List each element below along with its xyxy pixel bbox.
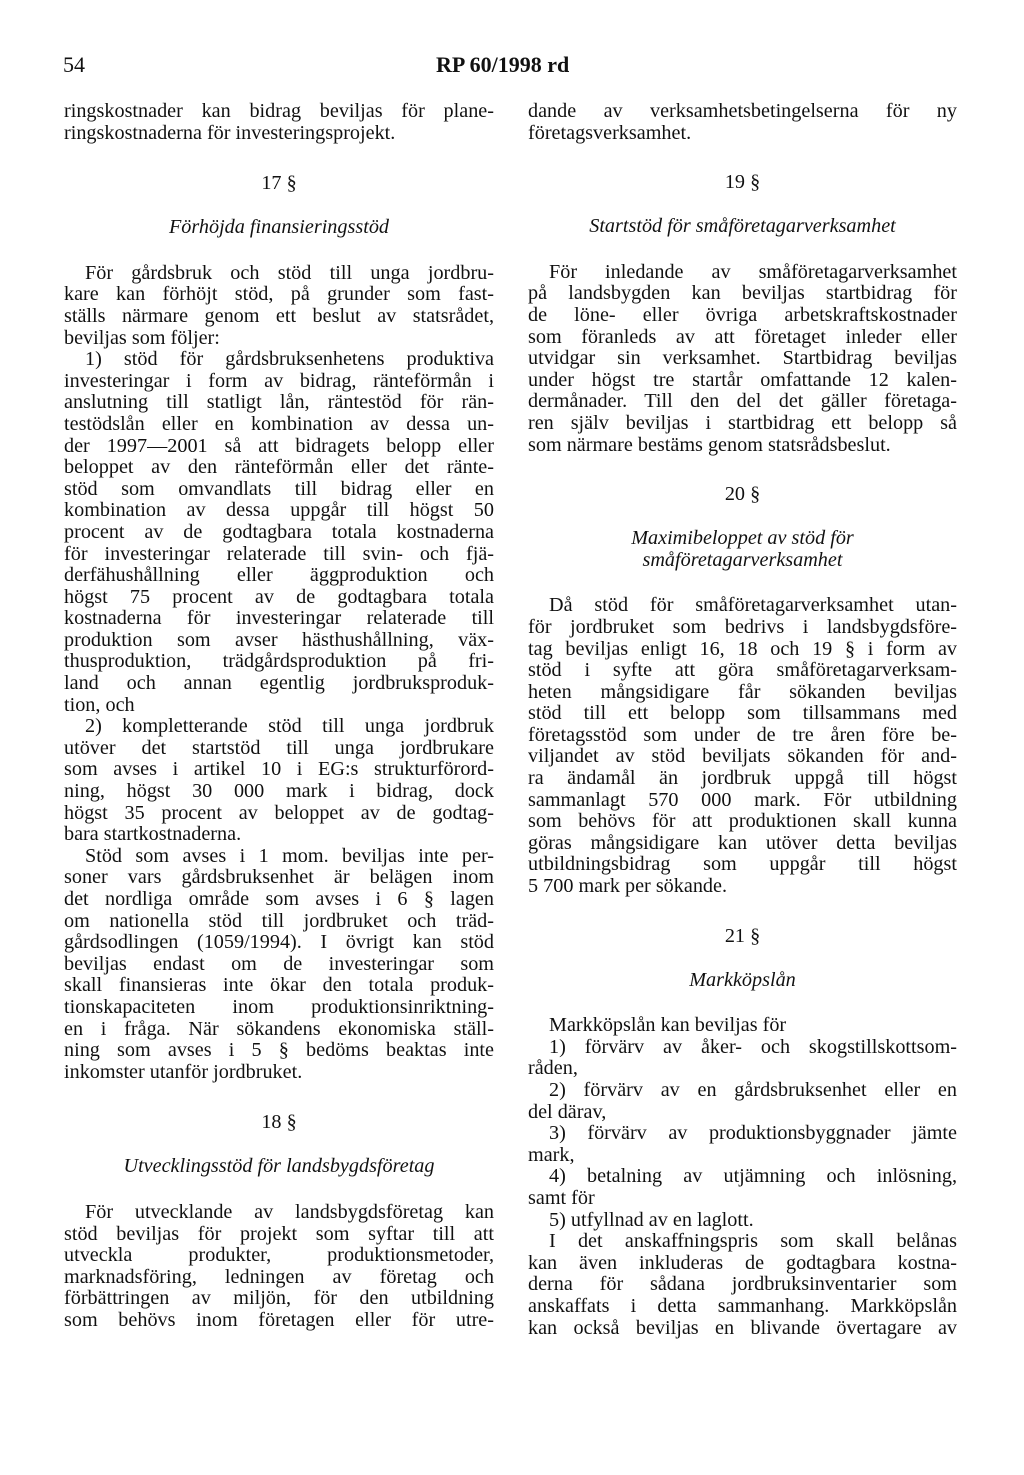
text-line: kare kan förhöjt stöd, på grunder som fast- — [64, 283, 494, 306]
text-line: förbättringen av miljön, för den utbildning — [64, 1287, 494, 1310]
text-line: under högst tre startår omfattande 12 kalen- — [528, 368, 957, 391]
text-line: utvidgar sin verksamhet. Startbidrag beviljas — [528, 347, 957, 370]
text-line: som närmare bestäms genom statsrådsbeslut. — [528, 433, 891, 456]
text-line: Markköpslån kan beviljas för — [549, 1014, 787, 1037]
section-20-paragraph-1 — [528, 595, 957, 897]
text-line: beviljas endast om de investeringar som — [64, 952, 494, 975]
section-20-number: 20 § — [724, 483, 761, 506]
text-line: utbildningsbidrag som uppgår till högst — [528, 853, 957, 876]
text-line: 1) förvärv av åker- och skogstillskottsom- — [549, 1035, 957, 1058]
text-line: 1) stöd för gårdsbruksenhetens produktiva — [85, 348, 494, 371]
text-line: stöd till ett belopp som tillsammans med — [528, 702, 957, 725]
section-21-item-2 — [528, 1080, 957, 1123]
right-column — [528, 101, 957, 1339]
text-line: inkomster utanför jordbruket. — [64, 1060, 303, 1083]
text-line: thusproduktion, trädgårdsproduktion på fri- — [64, 650, 494, 673]
text-line: det nordliga område som avses i 6 § lagen — [64, 888, 494, 910]
text-line: heten mångsidigare får sökanden beviljas — [528, 680, 957, 703]
text-line: kombination av dessa uppgår till högst 50 — [64, 499, 494, 522]
text-line: för investeringar relaterade till svin- och fjä- — [64, 542, 494, 565]
left-column — [64, 101, 494, 1332]
text-line: soner vars gårdsbruksenhet är belägen inom — [64, 866, 494, 889]
text-line: företagsverksamhet. — [528, 121, 692, 144]
text-line: viljandet av stöd beviljats sökanden för and- — [528, 745, 957, 768]
intro-paragraph — [528, 101, 957, 144]
intro-paragraph — [64, 101, 494, 144]
section-18-number: 18 § — [261, 1111, 297, 1134]
section-21-number: 21 § — [724, 924, 761, 947]
text-line: testödslån eller en kombination av dessa un- — [64, 412, 494, 435]
section-19-paragraph-1 — [528, 262, 957, 456]
section-18-title: Utvecklingsstöd för landsbygdsföretag — [123, 1155, 435, 1178]
text-line: om nationella stöd till jordbruket och träd- — [64, 909, 494, 932]
text-line: som behövs för att produktionen skall kunna — [528, 810, 957, 833]
text-line: på landsbygden kan beviljas startbidrag för — [528, 282, 957, 305]
section-21-title: Markköpslån — [689, 968, 796, 991]
section-19-number: 19 § — [724, 171, 761, 194]
text-line: procent av de godtagbara totala kostnaderna — [64, 520, 494, 543]
text-line: som föranleds av att företaget inleder eller — [528, 325, 957, 348]
text-line: 5) utfyllnad av en laglott. — [549, 1208, 754, 1231]
section-19-title: Startstöd för småföretagarverksamhet — [589, 215, 896, 238]
text-line: mark, — [528, 1143, 575, 1166]
page-number: 54 — [63, 52, 85, 77]
section-17-paragraph-4 — [64, 846, 494, 1084]
section-17-title: Förhöjda finansieringsstöd — [168, 216, 390, 239]
text-line: samt för — [528, 1186, 595, 1209]
section-17-number: 17 § — [261, 172, 297, 195]
text-line: beviljas som följer: — [64, 326, 220, 349]
text-line: 3) förvärv av produktionsbyggnader jämte — [549, 1122, 957, 1145]
section-21-item-5 — [528, 1210, 957, 1232]
text-line: 2) förvärv av en gårdsbruksenhet eller en — [549, 1079, 957, 1101]
section-21-paragraph-2 — [528, 1231, 957, 1339]
text-line: tionskapaciteten inom produktionsinriktning- — [64, 995, 494, 1018]
text-line: 2) kompletterande stöd till unga jordbruk — [85, 715, 494, 738]
text-line: som behövs inom företagen eller för utre- — [64, 1308, 494, 1331]
text-line: dermånader. Till den del det gäller företaga- — [528, 390, 957, 413]
text-line: Då stöd för småföretagarverksamhet utan- — [549, 594, 957, 617]
text-line: stöd beviljas för projekt som syftar till att — [64, 1222, 494, 1245]
text-line: ning, högst 30 000 mark i bidrag, dock — [64, 780, 494, 803]
text-line: för jordbruket som bedrivs i landsbygdsföre- — [528, 615, 957, 638]
text-line: ren själv beviljas i startbidrag ett belopp så — [528, 411, 957, 434]
text-line: ning som avses i 5 § bedöms beaktas inte — [64, 1039, 494, 1062]
text-line: I det anskaffningspris som skall belånas — [549, 1230, 957, 1253]
text-line: ställs närmare genom ett beslut av statsrådet, — [64, 304, 494, 327]
text-line: stöd i syfte att göra småföretagarverksam- — [528, 659, 957, 682]
text-line: 5 700 mark per sökande. — [528, 875, 728, 898]
text-line: marknadsföring, ledningen av företag och — [64, 1265, 494, 1288]
text-line: ringskostnader kan bidrag beviljas för plane- — [64, 100, 494, 122]
text-line: der 1997—2001 så att bidragets belopp eller — [64, 434, 494, 457]
section-18-paragraph-1 — [64, 1202, 494, 1332]
text-line: kan också beviljas en blivande övertagare av — [528, 1316, 957, 1339]
section-17-paragraph-1 — [64, 263, 494, 349]
text-line: del därav, — [528, 1100, 607, 1123]
text-line: sammanlagt 570 000 mark. För utbildning — [528, 788, 957, 811]
text-line: ringskostnaderna för investeringsprojekt. — [64, 121, 396, 144]
text-line: göras mångsidigare kan utöver detta beviljas — [528, 831, 957, 854]
text-line: en i fråga. När sökandens ekonomiska ställ- — [64, 1017, 494, 1040]
text-line: kan även inkluderas de godtagbara kostna- — [528, 1251, 957, 1274]
section-17-paragraph-3 — [64, 716, 494, 846]
text-line: högst 75 procent av de godtagbara totala — [64, 585, 494, 608]
text-line: anslutning till statligt lån, räntestöd för rän- — [64, 391, 494, 414]
text-line: ra ändamål än jordbruk uppgå till högst — [528, 767, 957, 790]
section-21-item-1 — [528, 1037, 957, 1080]
text-line: tion, och — [64, 693, 135, 716]
text-line: produktion som avser hästhushållning, väx- — [64, 628, 494, 651]
text-line: investeringar i form av bidrag, ränteförmån i — [64, 369, 494, 392]
text-line: dande av verksamhetsbetingelserna för ny — [528, 100, 957, 122]
text-line: land och annan egentlig jordbruksproduk- — [64, 672, 494, 695]
section-21-paragraph-1 — [528, 1015, 957, 1037]
section-20-title-line-1: Maximibeloppet av stöd för — [631, 527, 854, 550]
text-line: råden, — [528, 1057, 578, 1080]
text-line: gårdsodlingen (1059/1994). I övrigt kan stöd — [64, 931, 494, 954]
text-line: bara startkostnaderna. — [64, 823, 242, 846]
text-line: derna för sådana jordbruksinventarier som — [528, 1273, 957, 1296]
text-line: Stöd som avses i 1 mom. beviljas inte per- — [85, 844, 494, 867]
section-21-item-3 — [528, 1123, 957, 1166]
text-line: företagsstöd som under de tre åren före be- — [528, 723, 957, 746]
text-line: högst 35 procent av beloppet av de godtag- — [64, 801, 494, 824]
text-line: För gårdsbruk och stöd till unga jordbru- — [85, 261, 494, 284]
text-line: beloppet av den ränteförmån eller det ränte- — [64, 456, 494, 479]
text-line: derfähushållning eller äggproduktion och — [64, 564, 494, 587]
section-21-item-4 — [528, 1166, 957, 1209]
text-line: skall finansieras inte ökar den totala produk- — [64, 974, 494, 997]
text-line: tag beviljas enligt 16, 18 och 19 § i form av — [528, 637, 957, 660]
section-20-title-line-2: småföretagarverksamhet — [642, 548, 843, 571]
section-17-paragraph-2 — [64, 349, 494, 716]
text-line: utveckla produkter, produktionsmetoder, — [64, 1244, 494, 1267]
text-line: För utvecklande av landsbygdsföretag kan — [85, 1200, 494, 1223]
text-line: kostnaderna för investeringar relaterade till — [64, 607, 494, 630]
text-line: För inledande av småföretagarverksamhet — [549, 260, 957, 283]
text-line: stöd som omvandlats till bidrag eller en — [64, 477, 494, 500]
text-line: utöver det startstöd till unga jordbrukare — [64, 736, 494, 759]
text-line: 4) betalning av utjämning och inlösning, — [549, 1165, 957, 1188]
text-line: anskaffats i detta sammanhang. Markköpslån — [528, 1294, 957, 1317]
text-line: de löne- eller övriga arbetskraftskostnader — [528, 303, 957, 326]
text-line: som avses i artikel 10 i EG:s strukturförord- — [64, 758, 494, 781]
document-id: RP 60/1998 rd — [436, 52, 570, 77]
section-20-title — [528, 528, 957, 571]
